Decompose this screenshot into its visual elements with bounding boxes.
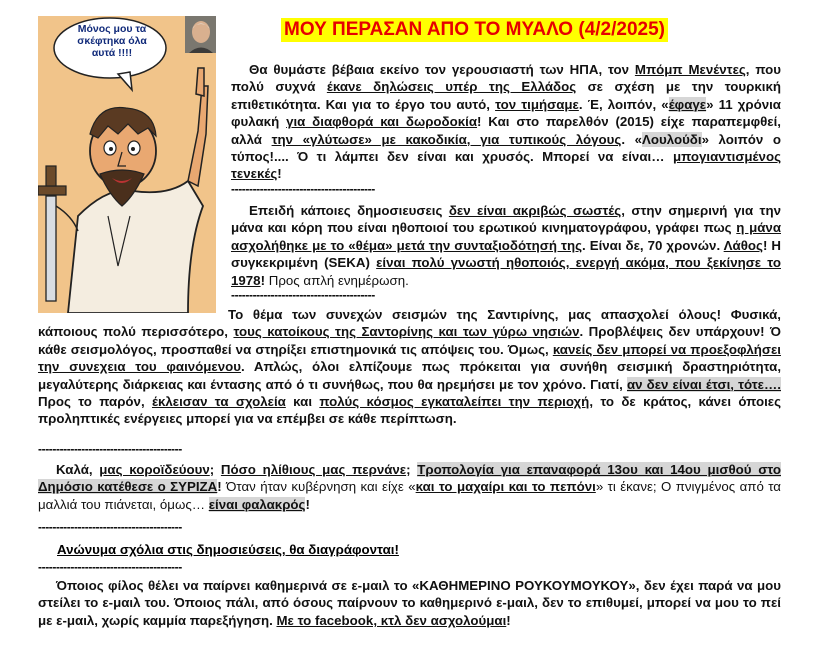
separator: ---------------------------------------- — [231, 183, 375, 196]
text-run: , που πολύ συχνά — [231, 62, 781, 95]
paragraph-syriza — [38, 461, 781, 513]
text-run: Προς απλή ενημέρωση. — [268, 272, 409, 288]
emphasis-text: έφαγε — [668, 96, 707, 112]
emphasis-text: Πόσο ηλίθιους μας περνάνε — [220, 462, 407, 477]
text-run: σε σχέση με την τουρκική επιθετικότητα. Και για το έργο του αυτό, — [231, 79, 782, 112]
emphasis-text: μπογιαντισμένος τενεκές — [231, 149, 781, 182]
emphasis-text: πολύς κόσμος εγκαταλείπει την περιοχή — [319, 394, 590, 410]
emphasis-text: έκανε δηλώσεις υπέρ της Ελλάδος — [326, 79, 577, 95]
separator: ---------------------------------------- — [38, 561, 182, 574]
emphasis-text: Μπόμπ Μενέντες — [634, 62, 746, 77]
emphasis-text: τους κατοίκους της Σαντορίνης και των γύρω νησιών — [233, 324, 580, 340]
text-run: ! — [305, 496, 310, 512]
author-photo — [185, 16, 216, 53]
text-run: . Έ, λοιπόν, « — [578, 96, 669, 112]
emphasis-text: έκλεισαν τα σχολεία — [151, 394, 286, 410]
emphasis-text: Λουλούδι — [641, 131, 702, 147]
text-run: ! — [506, 612, 511, 628]
emphasis-text: Τροπολογία για επαναφορά 13ου και 14ου μισθού στο Δημόσιο κατέθεσε ο ΣΥΡΙΖΑ — [38, 462, 781, 495]
anonymous-comments-notice: Ανώνυμα σχόλια στις δημοσιεύσεις, θα διαγράφονται! — [57, 542, 399, 557]
speech-bubble-text: Μόνος μου τα σκέφτηκα όλα αυτά !!!! — [77, 23, 147, 59]
emphasis-text: Λάθος — [723, 237, 763, 253]
text-run: ! — [260, 272, 269, 288]
page-title: ΜΟΥ ΠΕΡΑΣΑΝ ΑΠΟ ΤΟ ΜΥΑΛΟ (4/2/2025) — [281, 18, 668, 42]
text-run: ! — [217, 479, 227, 495]
text-run: Θα θυμάστε βέβαια εκείνο τον γερουσιαστή των ΗΠΑ, τον — [249, 62, 635, 77]
text-run: Προς το παρόν, — [38, 394, 152, 410]
text-run: Επειδή κάποιες δημοσιευσεις — [249, 203, 449, 218]
text-run: . Είναι δε, 70 χρονών. — [582, 237, 724, 253]
paragraph-santorini — [38, 306, 781, 428]
emphasis-text: μας κοροϊδεύουν — [99, 462, 210, 477]
text-run: » τι έκανε; Ο πνιγμένος από τα μαλλιά του πιάνεται, όμως… — [38, 479, 781, 512]
text-run: ! Και στο παρελθόν (2015) είχε παραπεμφθεί, αλλά — [231, 114, 781, 147]
emphasis-text: Με το facebook, κτλ δεν ασχολούμαι — [276, 612, 507, 628]
text-run: και — [285, 394, 320, 410]
emphasis-text: τον τιμήσαμε — [495, 96, 579, 112]
emphasis-text: κανείς δεν μπορεί να προεξοφλήσει την συνεχεια του φαινόμενου — [38, 341, 781, 375]
paragraph-newsletter — [38, 577, 781, 629]
text-run: Όποιος φίλος θέλει να παίρνει καθημερινά σε ε-μαιλ το «ΚΑΘΗΜΕΡΙΝΟ ΡΟΥΚΟΥΜΟΥΚΟΥ», δεν έχει παρά να μου στείλει το ε-μαιλ του. Όποιος πάλι, από όσους παίρνουν το καθημερινό ε-μαιλ, δεν το επιθυμεί, μπορεί να μου το πεί με ε-μαιλ, χωρίς καμμία παρεξήγηση. — [38, 578, 781, 628]
emphasis-text: την «γλύτωσε» με κακοδικία, για τυπικούς λόγους — [271, 131, 622, 147]
emphasis-text: αν δεν είναι έτσι, τότε…. — [626, 376, 781, 392]
text-run: Καλά, — [56, 462, 100, 477]
cartoon-drawing — [38, 16, 216, 313]
text-run: ! Η συγκεκριμένη (SEKA) — [231, 237, 781, 271]
emphasis-text: είναι πολύ γνωστή ηθοποιός, ενεργή ακόμα, που ξεκίνησε το 1978 — [231, 255, 781, 288]
cartoon-illustration — [38, 16, 216, 313]
emphasis-text: δεν είναι ακριβώς σωστές — [448, 203, 622, 218]
text-run: Όταν ήταν κυβέρνηση και είχε « — [226, 479, 416, 495]
text-run: » λοιπόν ο τύπος!.... Ό τι λάμπει δεν είναι και χρυσός. Μπορεί να είναι… — [231, 131, 781, 165]
paragraph-actress — [231, 202, 781, 289]
text-run: ; — [209, 462, 221, 477]
paragraph-menendez — [231, 61, 781, 183]
text-run: , το δε κράτος, κάνει όποιες προληπτικές ενέργειες μπορεί για να επέμβει σε κάθε περίπτωση. — [38, 394, 781, 427]
separator: ---------------------------------------- — [38, 521, 182, 534]
emphasis-text: είναι φαλακρός — [208, 496, 306, 512]
text-run: . Απλώς, όλοι ελπίζουμε πως πρόκειται για συνήθη σεισμική δραστηριότητα, μεγαλύτερης διάρκειας και έντασης από ό τι συνήθως, που θα ηρεμήσει με τον χρόνο. Γιατί, — [38, 359, 782, 392]
text-run: . Προβλέψεις δεν υπάρχουν! Ό κάθε σεισμολόγος, προσπαθεί να στηρίξει επιστημονικά τις απόψεις του. Όμως, — [38, 324, 781, 357]
text-run: Φυσικά, κάποιους πολύ περισσότερο, — [38, 307, 781, 340]
separator: ---------------------------------------- — [38, 443, 182, 456]
text-run: ! — [277, 166, 282, 182]
separator: ---------------------------------------- — [231, 289, 375, 302]
text-run: » 11 χρόνια φυλακή — [231, 96, 781, 130]
santorini-lead: Το θέμα των συνεχών σεισμών της Σαντιρίνης, μας απασχολεί όλους! — [228, 307, 722, 322]
text-run: . « — [621, 131, 642, 147]
emphasis-text: η μάνα ασχολήθηκε με το «θέμα» μετά την συνταξιοδότησή της — [231, 220, 781, 253]
text-run: , στην σημερινή για την μάνα και κόρη που είναι ηθοποιοί του ερωτικού κινηματογράφου, γράφει πως — [231, 203, 781, 236]
emphasis-text: για διαφθορά και δωροδοκία — [286, 114, 478, 130]
emphasis-text: και το μαχαίρι και το πεπόνι — [415, 479, 596, 495]
text-run: ; — [406, 462, 418, 477]
